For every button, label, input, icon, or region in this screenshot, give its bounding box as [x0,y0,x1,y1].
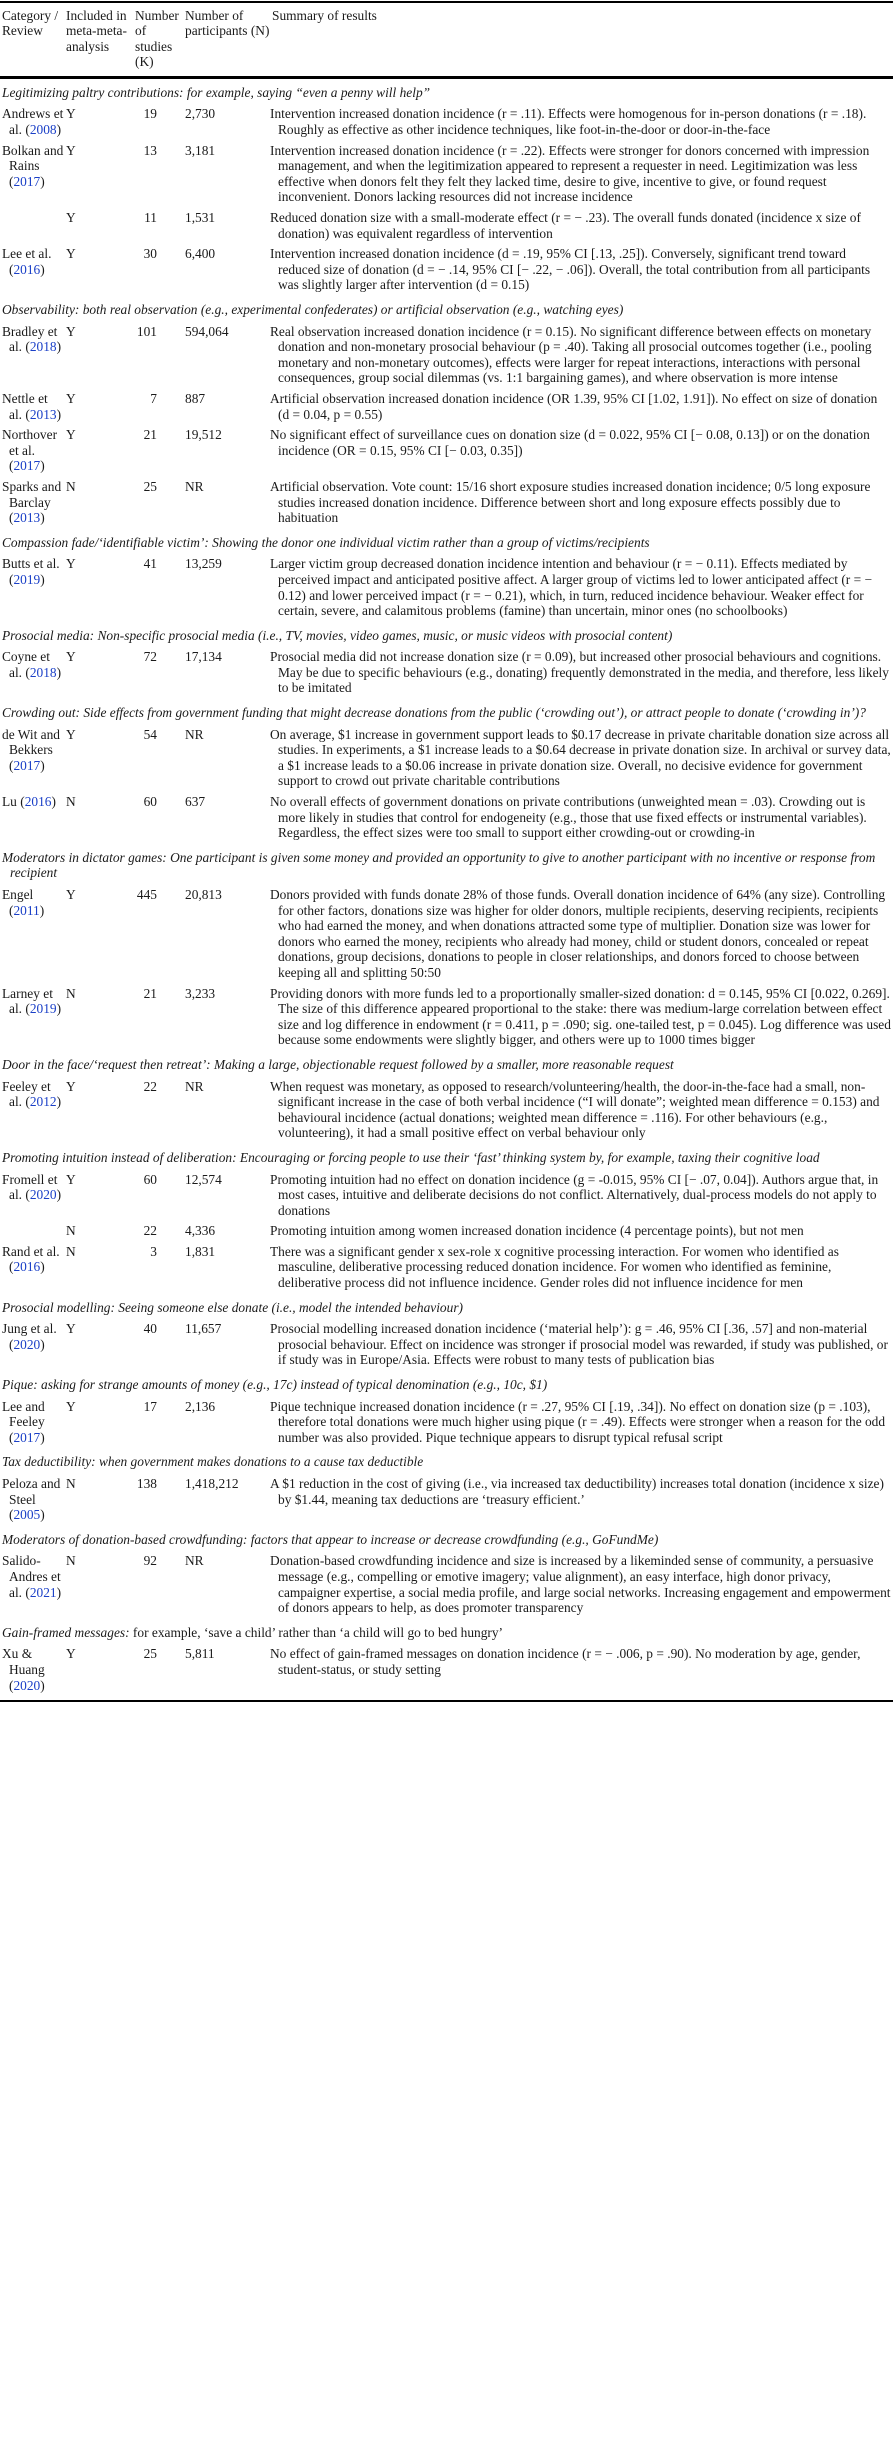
summary-cell [270,792,893,844]
review-authors: Northover et al. [2,427,58,458]
table-body [0,77,893,1696]
summary-text: Donors provided with funds donate 28% of those funds. Overall donation incidence of 64% (any size). Controlling for other factors, donations size was higher for older donors, multiple recipients, deserving recipients, recipients who had earned the money, and when donations attracted some type of multiplier. Donation size was lower for donors who earned the money, recipients who already had money, child or student donors, concealed or repeat donations, group decisions, donations to people in closer relationships, and donors forced to choose between keeping all and splitting 50:50 [270,887,886,980]
review-authors: Sparks and Barclay [2,478,62,510]
citation-year-link[interactable]: 2019 [29,1001,57,1017]
category-title [2,1150,893,1166]
table-row [0,322,893,389]
citation-year-link[interactable]: 2016 [24,794,52,810]
category-title [2,535,893,551]
summary-cell [270,1319,893,1371]
k-value: 25 [143,1646,157,1662]
col-header-summary: Summary of results [272,7,377,23]
summary-cell [270,425,893,477]
category-row [0,699,893,725]
category-cell [0,844,893,885]
included-cell: N [66,985,76,1001]
summary-cell [270,984,893,1051]
category-cell [0,1144,893,1170]
n-cell: NR [185,1553,204,1569]
category-label: Compassion fade/‘identifiable victim’: Showing the donor one individual victim rather than a group of victims/recipients [2,534,650,550]
category-row [0,1619,893,1645]
k-cell [133,647,183,699]
included-cell: N [66,478,76,494]
included-cell: Y [66,726,76,742]
category-label: Promoting intuition instead of deliberation: Encouraging or forcing people to use their ‘fast’ thinking system by, for example, taxing their cognitive load [2,1149,820,1165]
category-label: Moderators of donation-based crowdfunding: factors that appear to increase or decrease crowdfunding (e.g., GoFundMe) [2,1531,659,1547]
summary-text: Pique technique increased donation incidence (r = .27, 95% CI [.19, .34]). No effect on donation size (p = .103), therefore total donations were much higher using pique (r = .49). Effects were stronger when a reason for the odd number was also provided. Pique technique appears to disrupt typical refusal script [270,1398,886,1445]
n-cell: 2,730 [185,106,216,122]
citation-year-link[interactable]: 2011 [13,902,40,918]
review-cell: Xu & Huang (2020) [2,1646,45,1693]
category-cell [0,1051,893,1077]
summary-text: Providing donors with more funds led to a proportionally smaller-sized donation: d = 0.145, 95% CI [0.022, 0.269]. The size of this difference appeared proportional to the stake: there was medium-large correlation between effect size and log difference in endowment (r = 0.411, p = .090; sig. one-tailed test, p = 0.045). Log difference was used because some endowments were slightly bigger, and others were up to 1000 times bigger [270,985,891,1048]
category-title [2,302,893,318]
review-authors: Lee et al. [2,246,52,262]
review-authors: Bolkan and Rains [2,142,64,174]
table-row [0,1551,893,1618]
review-cell: Andrews et al. (2008) [2,106,64,138]
n-cell: 2,136 [185,1398,216,1414]
n-cell: 11,657 [185,1321,222,1337]
citation-year-link[interactable]: 2020 [29,1187,57,1203]
summary-cell [270,389,893,425]
summary-cell [270,104,893,140]
review-cell: Bolkan and Rains (2017) [2,142,64,189]
category-label: Legitimizing paltry contributions: for example, saying “even a penny will help” [2,84,431,100]
review-cell: Fromell et al. (2020) [2,1171,62,1203]
col-header-n: Number of participants (N) [185,7,270,39]
table-row [0,554,893,621]
category-row [0,77,893,104]
category-title [2,1377,893,1393]
category-title [2,1300,893,1316]
review-authors: Peloza and Steel [2,1476,61,1507]
included-cell: N [66,1476,76,1491]
category-row [0,1294,893,1320]
review-authors: Coyne et al. [2,649,50,680]
k-cell [133,141,183,208]
review-authors: Butts et al. [2,556,60,572]
table-row [0,389,893,425]
review-cell: Jung et al. (2020) [2,1321,57,1352]
summary-text: No effect of gain-framed messages on donation incidence (r = − .006, p = .90). No moderation by age, gender, student-status, or study setting [270,1646,861,1677]
review-authors: Rand et al. [2,1243,60,1259]
summary-text: Intervention increased donation incidence (d = .19, 95% CI [.13, .25]). Conversely, significant trend toward reduced size of donation (d = − .14, 95% CI [− .22, − .06]). Overall, the total contribution from all participants was slightly larger after intervention (d = 0.15) [270,246,871,293]
table-row [0,1474,893,1526]
citation-year-link[interactable]: 2012 [29,1094,57,1110]
k-cell [133,885,183,984]
included-cell: N [66,1553,76,1569]
k-cell [133,1170,183,1222]
category-cell [0,529,893,555]
table-row [0,425,893,477]
summary-cell [270,647,893,699]
category-title [2,85,893,101]
n-cell: 5,811 [185,1646,215,1662]
review-authors: Bradley et al. [2,323,58,355]
category-title [2,1057,893,1073]
summary-text: When request was monetary, as opposed to research/volunteering/health, the door-in-the-face had a small, non-significant increase in the case of both verbal incidence (“I will donate”; weighted mean difference = 0.153) and behavioural incidence (actual donations; weighted mean difference = .116). For other behaviours (e.g., volunteering), it had a small positive effect on verbal behaviour only [270,1078,880,1141]
review-authors: Engel [2,887,34,902]
summary-text: Promoting intuition had no effect on donation incidence (g = -0.015, 95% CI [− .07, 0.04]). Authors argue that, in most cases, intuitive and deliberate decisions do not conflict. Alternatively, dual-process models do not apply to donations [270,1171,879,1218]
included-cell: Y [66,390,76,406]
k-cell [133,1644,183,1696]
summary-text: There was a significant gender x sex-role x cognitive processing interaction. For women who identified as masculine, deliberative processing reduced donation incidence. For women who identified as feminine, deliberative process did not influence incidence. Gender roles did not influence incidence for men [270,1243,839,1291]
table-row [0,1170,893,1222]
summary-text: Larger victim group decreased donation incidence intention and behaviour (r = − 0.11). Effects mediated by perceived impact and anticipated positive affect. A larger group of victims led to lower anticipated affect (r = − 0.12) and lower perceived impact (r = − 0.21), which, in turn, reduced incidence behaviour. Weaker effect for certain, severe, and calamitous problems (famine) than uncertain, minor ones (no schoolbooks) [270,556,873,619]
table-row [0,1077,893,1144]
category-row [0,844,893,885]
category-row [0,622,893,648]
summary-text: Intervention increased donation incidence (r = .11). Effects were homogenous for in-person donations (r = .18). Roughly as effective as other incidence techniques, like foot-in-the-door or door-in-the-face [270,106,867,138]
citation-year-link[interactable]: 2008 [29,122,57,138]
category-row [0,296,893,322]
summary-cell [270,885,893,984]
summary-cell [270,1077,893,1144]
summary-cell [270,1170,893,1222]
k-value: 19 [143,106,157,122]
category-cell [0,296,893,322]
k-value: 25 [143,478,157,494]
n-cell: 887 [185,390,206,406]
table-row [0,1221,893,1242]
k-cell [133,208,183,244]
k-cell [133,1551,183,1618]
review-cell: Lee and Feeley (2017) [2,1398,45,1445]
k-value: 13 [143,142,157,158]
category-cell [0,1619,893,1645]
review-authors: Xu & Huang [2,1646,45,1677]
review-cell [0,1221,64,1242]
k-value: 7 [150,390,157,406]
review-cell: Feeley et al. (2012) [2,1078,62,1110]
k-value: 92 [143,1553,157,1569]
included-cell: Y [66,1078,76,1094]
summary-text: On average, $1 increase in government support leads to $0.17 decrease in private charitable donation size across all studies. In experiments, a $1 increase leads to a $0.64 decrease in private donation size. In archival or survey data, a $1 increase leads to a $0.06 increase in private donation size. Overall, no decisive evidence for government support to crowd out private charitable contributions [270,726,891,789]
review-cell: Coyne et al. (2018) [2,649,62,680]
citation-year-link[interactable]: 2018 [29,339,57,355]
summary-cell [270,1551,893,1618]
review-authors: Larney et al. [2,985,53,1017]
table-row [0,1242,893,1294]
k-value: 40 [143,1321,157,1337]
category-description: for example, ‘save a child’ rather than ‘a child will go to bed hungry’ [129,1624,504,1640]
category-title [2,705,893,721]
n-cell: 12,574 [185,1171,222,1187]
n-cell: 13,259 [185,556,222,572]
category-title [2,1532,893,1548]
k-value: 60 [143,794,157,810]
summary-text: Artificial observation. Vote count: 15/16 short exposure studies increased donation incidence; 0/5 long exposure studies increased donation incidence. Difference between short and long exposure effects possibly due to habituation [270,478,871,526]
summary-cell [270,1397,893,1449]
k-cell [133,104,183,140]
k-cell [133,792,183,844]
k-value: 54 [143,726,157,742]
n-cell: 4,336 [185,1223,216,1239]
citation-year-link[interactable]: 2017 [13,458,41,474]
summary-cell [270,477,893,529]
citation-year-link[interactable]: 2017 [13,757,41,773]
k-cell [133,1474,183,1526]
category-row [0,1448,893,1474]
header-row [0,3,893,78]
included-cell: Y [66,142,76,158]
k-value: 11 [144,210,157,226]
category-label: Crowding out: Side effects from government funding that might decrease donations from the public (‘crowding out’), or attract people to donate (‘crowding in’)? [2,705,866,721]
citation-year-link[interactable]: 2016 [13,1259,41,1275]
included-cell: Y [66,106,76,122]
review-authors: Nettle et al. [2,390,48,422]
table-row [0,1644,893,1696]
category-label: Moderators in dictator games: One participant is given some money and provided an opportunity to give to another participant with no incentive or response from recipient [2,849,876,881]
included-cell: Y [66,210,76,226]
category-label: Prosocial modelling: Seeing someone else donate (i.e., model the intended behaviour) [2,1299,463,1315]
n-cell: 1,418,212 [185,1476,239,1491]
summary-cell [270,1221,893,1242]
k-cell [133,1221,183,1242]
included-cell: N [66,1243,76,1259]
table-row [0,647,893,699]
review-cell [0,208,64,244]
included-cell: Y [66,887,76,902]
k-value: 22 [143,1223,157,1239]
summary-cell [270,208,893,244]
citation-year-link[interactable]: 2020 [13,1677,41,1693]
category-cell [0,1448,893,1474]
k-value: 21 [143,985,157,1001]
n-cell: 19,512 [185,427,222,443]
included-cell: Y [66,427,76,443]
n-cell: 1,831 [185,1243,216,1259]
k-cell [133,554,183,621]
category-title [2,628,893,644]
k-cell [133,1242,183,1294]
review-cell: Sparks and Barclay (2013) [2,478,62,526]
citation-year-link[interactable]: 2020 [13,1336,41,1352]
n-cell: 594,064 [185,323,229,339]
summary-text: Prosocial media did not increase donation size (r = 0.09), but increased other prosocial behaviours and cognitions. May be due to specific behaviours (e.g., donating) frequently demonstrated in the media, and therefore, less likely to be imitated [270,649,889,696]
table-row [0,244,893,296]
citation-year-link[interactable]: 2016 [13,261,41,277]
k-cell [133,425,183,477]
review-cell: Rand et al. (2016) [2,1243,60,1275]
col-header-review: Category / Review [2,7,59,39]
category-label: Pique: asking for strange amounts of money (e.g., 17c) instead of typical denomination (e.g., 10c, $1) [2,1377,548,1393]
n-cell: 3,181 [185,142,216,158]
category-cell [0,699,893,725]
summary-cell [270,554,893,621]
k-value: 138 [136,1476,157,1491]
category-label: Observability: both real observation (e.g., experimental confederates) or artificial observation (e.g., watching eyes) [2,302,624,317]
summary-text: Real observation increased donation incidence (r = 0.15). No significant difference between effects on monetary donation and non-monetary prosocial behaviour (p = .40). Taking all prosocial outcomes together (i.e., pooling monetary and non-monetary outcomes), effects were larger for repeat interactions, interactions with personal consequences, group social dilemmas (vs. 1:1 bargaining games), and where observation is more intense [270,323,872,386]
included-cell: Y [66,556,76,572]
category-title [2,1625,893,1641]
category-row [0,529,893,555]
category-row [0,1144,893,1170]
review-authors: Fromell et al. [2,1171,58,1203]
category-cell [0,1526,893,1552]
included-cell: Y [66,1646,76,1662]
n-cell: 1,531 [185,210,216,226]
table-row [0,104,893,140]
k-cell [133,477,183,529]
review-authors: Jung et al. [2,1321,57,1337]
category-label: Door in the face/‘request then retreat’: Making a large, objectionable request followed by a smaller, more reasonable request [2,1056,674,1072]
table-row [0,984,893,1051]
review-table [0,3,893,1697]
summary-cell [270,1242,893,1294]
summary-text: Donation-based crowdfunding incidence and size is increased by a likeminded sense of community, a persuasive message (e.g., compelling or emotive imagery; value alignment), an easy interface, high donor privacy, campaigner expertise, a social media profile, and large social networks. Increasing engagement and empowerment of donors appears to help, as does promoter transparency [270,1553,891,1616]
k-value: 60 [143,1171,157,1187]
table-container [0,1,893,1702]
col-header-k: Number of studies (K) [135,7,179,70]
review-cell: Lu (2016) [2,794,56,810]
category-row [0,1526,893,1552]
k-value: 30 [143,246,157,262]
included-cell: Y [66,246,76,262]
k-cell [133,244,183,296]
category-row [0,1371,893,1397]
summary-text: Reduced donation size with a small-moderate effect (r = − .23). The overall funds donated (incidence x size of donation) was equivalent regardless of intervention [270,210,861,241]
included-cell: N [66,1223,76,1239]
summary-cell [270,141,893,208]
n-cell: NR [185,726,204,742]
included-cell: Y [66,1321,76,1337]
category-row [0,1051,893,1077]
review-authors: Lu [2,794,17,810]
table-row [0,885,893,984]
citation-year-link[interactable]: 2017 [13,1429,41,1445]
summary-text: No significant effect of surveillance cues on donation size (d = 0.022, 95% CI [− 0.08, 0.13]) or on the donation incidence (OR = 0.15, 95% CI [− 0.03, 0.35]) [270,427,870,458]
summary-cell [270,725,893,792]
k-cell [133,389,183,425]
review-cell: Engel (2011) [2,887,45,918]
category-cell [0,1371,893,1397]
citation-year-link[interactable]: 2017 [13,173,41,189]
category-cell [0,622,893,648]
review-cell: Butts et al. (2019) [2,556,60,587]
table-row [0,477,893,529]
citation-year-link[interactable]: 2018 [29,664,57,680]
n-cell: 17,134 [185,649,222,665]
table-row [0,1319,893,1371]
k-value: 72 [143,649,157,665]
k-cell [133,1077,183,1144]
citation-year-link[interactable]: 2013 [29,406,57,422]
review-cell: Larney et al. (2019) [2,985,62,1017]
n-cell: 6,400 [185,246,216,262]
review-authors: Andrews et al. [2,106,64,138]
included-cell: Y [66,649,76,665]
summary-cell [270,1474,893,1526]
review-authors: Feeley et al. [2,1078,51,1110]
review-authors: Lee and Feeley [2,1398,45,1430]
category-label: Tax deductibility: when government makes donations to a cause tax deductible [2,1454,424,1470]
summary-cell [270,244,893,296]
summary-text: Prosocial modelling increased donation incidence (‘material help’): g = .46, 95% CI [.36, .57] and non-material prosocial behaviour. Effect on incidence was stronger if prosocial model was rewarded, if study was published, or if study was in Europe/Asia. Effects were robust to many tests of publication bias [270,1321,888,1368]
included-cell: Y [66,1398,76,1414]
review-cell: de Wit and Bekkers (2017) [2,726,60,773]
k-value: 17 [143,1398,157,1414]
summary-cell [270,1644,893,1696]
bottom-rule [0,1700,893,1702]
k-value: 22 [143,1078,157,1094]
k-value: 21 [143,427,157,443]
summary-text: Intervention increased donation incidence (r = .22). Effects were stronger for donors concerned with impression management, and when the legitimization appeared to represent a requester in need. Legitimization was less effective when donors felt they felt they lacked time, desire to give, incentive to give, or found request inconvenient. Donors lacking resources did not increase incidence [270,142,870,205]
category-title [2,1454,893,1470]
table-row [0,1397,893,1449]
k-cell [133,1319,183,1371]
included-cell: Y [66,323,76,339]
review-authors: Salido-Andres et al. [2,1553,61,1600]
table-row [0,141,893,208]
n-cell: 20,813 [185,887,222,902]
review-authors: de Wit and Bekkers [2,726,60,758]
included-cell: N [66,794,76,810]
citation-year-link[interactable]: 2019 [13,571,41,587]
category-label: Prosocial media: Non-specific prosocial media (i.e., TV, movies, video games, music, or music videos with prosocial content) [2,627,673,643]
k-value: 101 [136,323,157,339]
k-cell [133,984,183,1051]
table-row [0,725,893,792]
citation-year-link[interactable]: 2013 [13,510,41,526]
review-cell: Bradley et al. (2018) [2,323,62,355]
citation-year-link[interactable]: 2021 [29,1584,57,1600]
included-cell: Y [66,1171,76,1187]
category-label: Gain-framed messages: [2,1624,130,1640]
k-value: 445 [136,887,157,902]
n-cell: NR [185,1078,204,1094]
summary-cell [270,322,893,389]
review-cell: Peloza and Steel (2005) [2,1476,61,1523]
k-cell [133,1397,183,1449]
review-cell: Northover et al. (2017) [2,427,58,474]
summary-text: Promoting intuition among women increased donation incidence (4 percentage points), but not men [270,1223,804,1239]
summary-text: Artificial observation increased donation incidence (OR 1.39, 95% CI [1.02, 1.91]). No effect on size of donation (d = 0.04, p = 0.55) [270,390,878,422]
table-row [0,208,893,244]
k-cell [133,725,183,792]
k-value: 41 [143,556,157,572]
category-title [2,850,893,881]
review-cell: Lee et al. (2016) [2,246,52,277]
k-cell [133,322,183,389]
summary-text: A $1 reduction in the cost of giving (i.e., via increased tax deductibility) increases total donation (incidence x size) by $1.44, meaning tax deductions are ‘treasury efficient.’ [270,1476,884,1507]
review-cell: Salido-Andres et al. (2021) [2,1553,62,1600]
review-cell: Nettle et al. (2013) [2,390,62,422]
col-header-included: Included in meta-meta-analysis [66,7,127,54]
category-cell [0,77,893,104]
citation-year-link[interactable]: 2005 [13,1507,41,1523]
category-cell [0,1294,893,1320]
n-cell: 3,233 [185,985,216,1001]
n-cell: 637 [185,794,206,810]
n-cell: NR [185,478,204,494]
k-value: 3 [150,1243,157,1259]
summary-text: No overall effects of government donations on private contributions (unweighted mean = .03). Crowding out is more likely in studies that control for endogeneity (e.g., those that use fixed effects or instrumental variables). Regardless, the effect sizes were too small to support either crowding-out or crowding-in [270,794,867,841]
table-row [0,792,893,844]
